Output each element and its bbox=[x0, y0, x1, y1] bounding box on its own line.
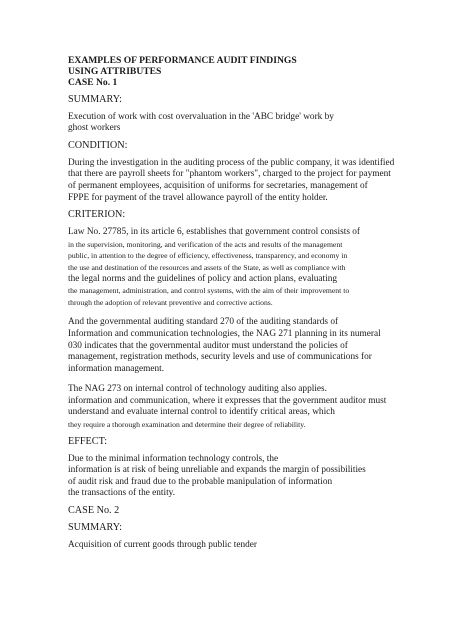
text-line: that there are payroll sheets for "phantom workers", charged to the project for payment bbox=[68, 169, 391, 180]
text-line: Due to the minimal information technology controls, the bbox=[68, 453, 279, 464]
effect-text bbox=[68, 454, 420, 500]
condition-label: CONDITION: bbox=[68, 139, 128, 151]
text-line: through the adoption of relevant preventive and corrective actions. bbox=[68, 297, 273, 307]
case-1-summary-text bbox=[68, 112, 420, 135]
text-line: the transactions of the entity. bbox=[68, 488, 176, 499]
case-1-heading: CASE No. 1 bbox=[68, 77, 118, 89]
effect-label: EFFECT: bbox=[68, 435, 108, 447]
text-line: public, in attention to the degree of efficiency, effectiveness, transparency, and economy in bbox=[68, 251, 348, 261]
title-line: EXAMPLES OF PERFORMANCE AUDIT FINDINGS bbox=[68, 55, 297, 66]
text-line: ghost workers bbox=[68, 123, 121, 134]
case-2-summary-label: SUMMARY: bbox=[68, 522, 122, 534]
text-line: of audit risk and fraud due to the probable manipulation of information bbox=[68, 476, 333, 487]
text-line: understand and evaluate internal control to identify critical areas, which bbox=[68, 407, 335, 418]
criterion-label: CRITERION: bbox=[68, 209, 126, 221]
case-1-summary-label: SUMMARY: bbox=[68, 93, 122, 105]
text-line: of permanent employees, acquisition of uniforms for secretaries, management of bbox=[68, 180, 368, 191]
text-line: Acquisition of current goods through public tender bbox=[68, 540, 257, 551]
text-line: And the governmental auditing standard 270 of the auditing standards of bbox=[68, 317, 339, 328]
text-line: information and communication, where it expresses that the government auditor must bbox=[68, 395, 387, 406]
text-line: the legal norms and the guidelines of policy and action plans, evaluating bbox=[68, 273, 338, 284]
document-title bbox=[68, 55, 420, 89]
text-line: The NAG 273 on internal control of technology auditing also applies. bbox=[68, 384, 327, 395]
text-line: Information and communication technologies, the NAG 271 planning in its numeral bbox=[68, 328, 381, 339]
criterion-paragraph-1 bbox=[68, 227, 420, 308]
case-2-heading: CASE No. 2 bbox=[68, 505, 120, 517]
criterion-paragraph-3 bbox=[68, 384, 420, 430]
text-line: they require a thorough examination and determine their degree of reliability. bbox=[68, 420, 306, 430]
text-line: 030 indicates that the governmental auditor must understand the policies of bbox=[68, 340, 348, 351]
case-2-summary-text bbox=[68, 540, 420, 552]
text-line: the management, administration, and control systems, with the aim of their improvement to bbox=[68, 286, 350, 296]
condition-text bbox=[68, 158, 420, 204]
text-line: the use and destination of the resources and assets of the State, as well as compliance with bbox=[68, 262, 346, 272]
text-line: management, registration methods, security levels and use of communications for bbox=[68, 352, 372, 363]
text-line: in the supervision, monitoring, and verification of the acts and results of the management bbox=[68, 239, 343, 249]
text-line: During the investigation in the auditing process of the public company, it was identified bbox=[68, 157, 395, 168]
text-line: information is at risk of being unreliable and expands the margin of possibilities bbox=[68, 465, 366, 476]
text-line: Execution of work with cost overvaluation in the 'ABC bridge' work by bbox=[68, 111, 334, 122]
text-line: information management. bbox=[68, 363, 165, 374]
title-line: USING ATTRIBUTES bbox=[68, 66, 162, 78]
text-line: FPPE for payment of the travel allowance payroll of the entity holder. bbox=[68, 192, 328, 203]
criterion-paragraph-2 bbox=[68, 317, 420, 375]
text-line: Law No. 27785, in its article 6, establishes that government control consists of bbox=[68, 227, 361, 238]
